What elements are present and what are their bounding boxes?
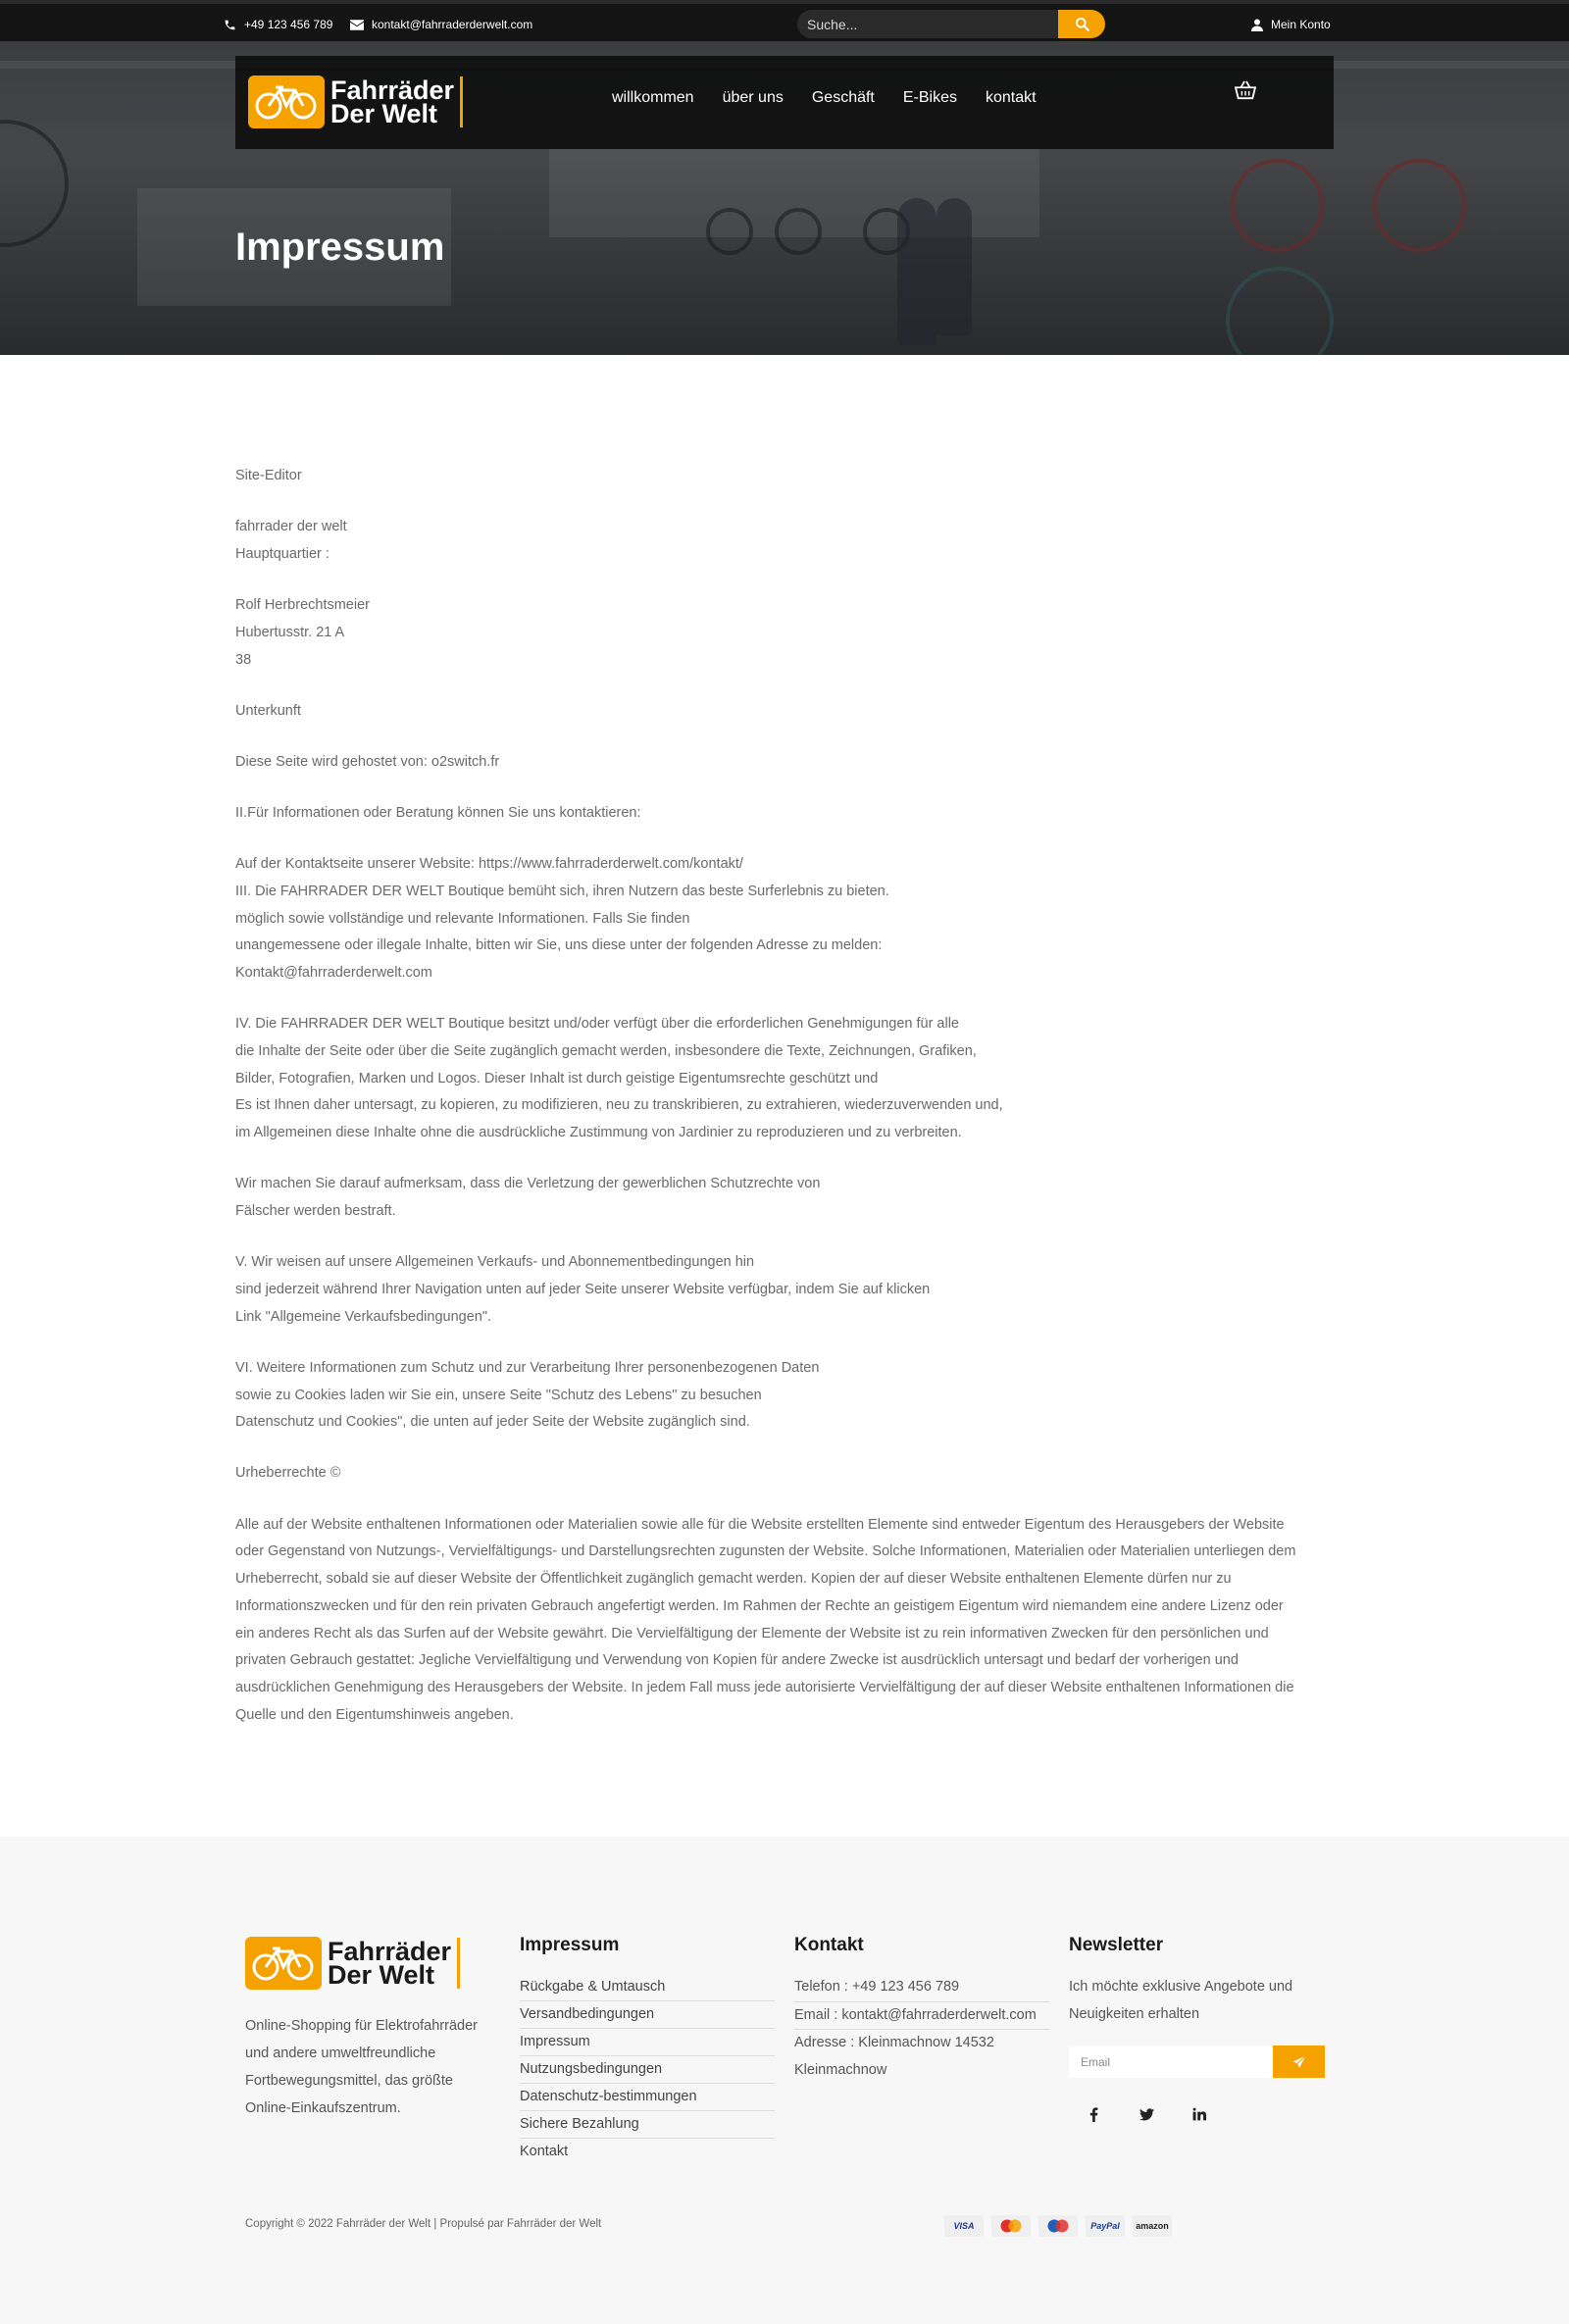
footer-link-rueckgabe[interactable]: Rückgabe & Umtausch [520,1974,775,2001]
footer-link-versand[interactable]: Versandbedingungen [520,2001,775,2029]
logo-accent-bar [457,1938,460,1989]
content-paragraph [235,1460,1329,1488]
content-line: Wir machen Sie darauf aufmerksam, dass die Verletzung der gewerblichen Schutzrechte von [235,1176,821,1192]
logo-line-2: Der Welt [328,1960,435,1990]
logo-line-1: Fahrräder [328,1937,452,1966]
content-paragraph [235,698,1329,726]
linkedin-link[interactable] [1189,2104,1209,2124]
content-paragraph [235,1011,1329,1147]
account-link[interactable] [1251,13,1331,36]
topbar-email[interactable] [350,13,532,36]
content-line: Informationszwecken und für den rein privaten Gebrauch angefertigt werden. Im Rahmen der Rechte an geistigem Eigentum wird niemandem eine andere Lizenz oder [235,1597,1284,1614]
site-logo[interactable] [248,76,463,128]
twitter-icon [1139,2108,1154,2121]
content-paragraph [235,851,1329,987]
visa-payment-icon: VISA [944,2215,984,2237]
content-line: ein anderes Recht als das Surfen auf der Website gewährt. Die Vervielfältigung der Elemente der Website ist zu rein informativen Zwecken für den persönlichen und [235,1625,1269,1642]
content-line: II.Für Informationen oder Beratung können Sie uns kontaktieren: [235,805,641,822]
content-line: VI. Weitere Informationen zum Schutz und zur Verarbeitung Ihrer personenbezogenen Daten [235,1359,820,1376]
content-line: Datenschutz und Cookies", die unten auf jeder Seite der Website zugänglich sind. [235,1414,750,1431]
nav-item-kontakt[interactable]: kontakt [986,89,1037,106]
content-line: möglich sowie vollständige und relevante Informationen. Falls Sie finden [235,910,690,927]
site-footer [0,1837,1569,2324]
content-paragraph [235,1249,1329,1331]
amazon-payment-icon: amazon [1133,2215,1172,2237]
logo-line-2: Der Welt [330,99,438,128]
footer-contact-address-2: Kleinmachnow [794,2061,887,2078]
content-paragraph [235,1171,1329,1225]
logo-line-1: Fahrräder [330,76,455,105]
content-line: Rolf Herbrechtsmeier [235,597,370,614]
content-line: Es ist Ihnen daher untersagt, zu kopieren, zu modifizieren, neu zu transkribieren, zu extrahieren, wiederzuverwenden und, [235,1097,1003,1114]
top-bar [0,0,1569,41]
footer-contact-address-1: Adresse : Kleinmachnow 14532 [794,2035,994,2050]
facebook-icon [1089,2107,1098,2122]
maestro-payment-icon [1038,2215,1078,2237]
content-line: Hubertusstr. 21 A [235,624,345,640]
envelope-icon [350,20,364,30]
logo-wordmark [330,78,454,126]
footer-link-kontakt[interactable]: Kontakt [520,2144,569,2159]
footer-about-text: Online-Shopping für Elektrofahrräder und andere umweltfreundliche Fortbewegungsmittel, das größte Online-Einkaufszentrum. [245,2018,478,2116]
main-navbar [235,56,1334,149]
content-line: sowie zu Cookies laden wir Sie ein, unsere Seite "Schutz des Lebens" zu besuchen [235,1387,762,1403]
content-line: Alle auf der Website enthaltenen Informationen oder Materialien sowie alle für die Website erstellten Elemente sind entweder Eigentum des Herausgebers der Website [235,1516,1285,1533]
footer-newsletter-text: Ich möchte exklusive Angebote und Neuigkeiten erhalten [1069,1979,1293,2022]
content-line: Urheberrechte © [235,1465,341,1482]
footer-kontakt-heading: Kontakt [794,1935,864,1955]
content-line: 38 [235,651,252,668]
content-line: Urheberrecht, sobald sie auf dieser Website der Öffentlichkeit zugänglich gemacht werden. Kopien der auf dieser Website enthaltenen Elemente dürfen nur zu [235,1571,1232,1588]
search-bar [797,10,1105,38]
content-line: Fälscher werden bestraft. [235,1203,396,1220]
mastercard-payment-icon [991,2215,1031,2237]
content-paragraph [235,463,1329,490]
content-paragraph [235,1355,1329,1437]
bicycle-logo-icon [248,76,325,128]
footer-logo[interactable] [245,1937,460,1990]
basket-icon [1235,80,1256,100]
footer-link-datenschutz[interactable]: Datenschutz-bestimmungen [520,2084,775,2111]
topbar-email-text: kontakt@fahrraderderwelt.com [372,18,533,31]
topbar-phone[interactable] [224,13,332,36]
content-line: Hauptquartier : [235,545,329,562]
hero-banner [0,41,1569,355]
content-line: oder Gegenstand von Nutzungs-, Vervielfältigungs- und Darstellungsrechten zugunsten der Website. Solche Informationen, Materialien oder Materialien unterliegen dem [235,1543,1296,1560]
phone-icon [224,19,236,31]
content-line: Diese Seite wird gehostet von: o2switch.fr [235,753,500,770]
content-line: Bilder, Fotografien, Marken und Logos. Dieser Inhalt ist durch geistige Eigentumsrechte geschützt und [235,1070,879,1086]
search-icon [1075,17,1089,31]
content-line: Site-Editor [235,468,302,483]
linkedin-icon [1192,2107,1206,2121]
footer-newsletter-column [1069,1935,1334,2028]
content-line: III. Die FAHRRADER DER WELT Boutique bemüht sich, ihren Nutzern das beste Surferlebnis zu bieten. [235,884,889,900]
newsletter-email-input[interactable] [1069,2046,1273,2078]
content-line: die Inhalte der Seite oder über die Seite zugänglich gemacht werden, insbesondere die Texte, Zeichnungen, Grafiken, [235,1043,977,1060]
search-input[interactable] [797,10,1058,38]
footer-impressum-links [520,1974,775,2166]
footer-link-nutzung[interactable]: Nutzungsbedingungen [520,2056,775,2084]
logo-accent-bar [460,76,463,127]
nav-item-ueber-uns[interactable]: über uns [722,89,784,106]
facebook-link[interactable] [1084,2104,1103,2124]
search-button[interactable] [1058,10,1105,38]
cart-button[interactable] [1235,80,1256,105]
content-line: ausdrücklichen Genehmigung des Herausgebers der Website. In jedem Fall muss jede autorisierte Vervielfältigung der auf dieser Website enthaltenen Informationen die [235,1679,1294,1695]
primary-nav [612,89,1065,107]
account-label: Mein Konto [1271,18,1331,31]
content-paragraph [235,1512,1329,1730]
content-line: V. Wir weisen auf unsere Allgemeinen Verkaufs- und Abonnementbedingungen hin [235,1254,755,1271]
content-line: privaten Gebrauch gestattet: Jegliche Vervielfältigung und Verwendung von Kopien für andere Zwecke ist ausdrücklich untersagt und bedarf der vorherigen und [235,1652,1239,1669]
copyright-text: Copyright © 2022 Fahrräder der Welt | Propulsé par Fahrräder der Welt [245,2218,602,2230]
footer-link-impressum[interactable]: Impressum [520,2029,775,2056]
footer-impressum-heading: Impressum [520,1935,620,1955]
impressum-content [235,463,1329,1753]
twitter-link[interactable] [1137,2104,1156,2124]
topbar-phone-text: +49 123 456 789 [244,18,333,31]
footer-contact-email: Email : kontakt@fahrraderderwelt.com [794,2002,1049,2031]
content-paragraph [235,749,1329,777]
content-paragraph [235,592,1329,674]
footer-link-bezahlung[interactable]: Sichere Bezahlung [520,2111,775,2139]
page-title: Impressum [235,226,445,269]
content-line: Kontakt@fahrraderderwelt.com [235,965,432,982]
user-icon [1251,19,1263,31]
paper-plane-icon [1292,2055,1306,2069]
nav-item-willkommen[interactable]: willkommen [612,89,694,106]
content-line: sind jederzeit während Ihrer Navigation unten auf jeder Seite unserer Website verfügbar, indem Sie auf klicken [235,1281,931,1297]
content-paragraph [235,800,1329,828]
content-line: IV. Die FAHRRADER DER WELT Boutique besitzt und/oder verfügt über die erforderlichen Genehmigungen für alle [235,1016,959,1033]
newsletter-submit-button[interactable] [1273,2046,1325,2078]
footer-impressum-column [520,1935,775,2166]
footer-newsletter-heading: Newsletter [1069,1935,1164,1955]
newsletter-form [1069,2046,1325,2078]
content-paragraph [235,514,1329,568]
content-line: Quelle und den Eigentumshinweis angeben. [235,1706,514,1723]
content-line: Link "Allgemeine Verkaufsbedingungen". [235,1308,491,1325]
bicycle-logo-icon [245,1937,322,1990]
content-line: im Allgemeinen diese Inhalte ohne die ausdrückliche Zustimmung von Jardinier zu reproduzieren und zu verbreiten. [235,1125,962,1141]
content-line: fahrrader der welt [235,519,347,535]
content-line: Auf der Kontaktseite unserer Website: https://www.fahrraderderwelt.com/kontakt/ [235,856,743,873]
paypal-payment-icon: PayPal [1086,2215,1125,2237]
content-line: unangemessene oder illegale Inhalte, bitten wir Sie, uns diese unter der folgenden Adresse zu melden: [235,937,883,954]
nav-item-e-bikes[interactable]: E-Bikes [902,89,957,106]
footer-contact-phone: Telefon : +49 123 456 789 [794,1974,1049,2002]
nav-item-geschaeft[interactable]: Geschäft [811,89,875,106]
content-line: Unterkunft [235,702,301,719]
footer-kontakt-column [794,1935,1049,2084]
logo-wordmark [328,1937,452,1990]
